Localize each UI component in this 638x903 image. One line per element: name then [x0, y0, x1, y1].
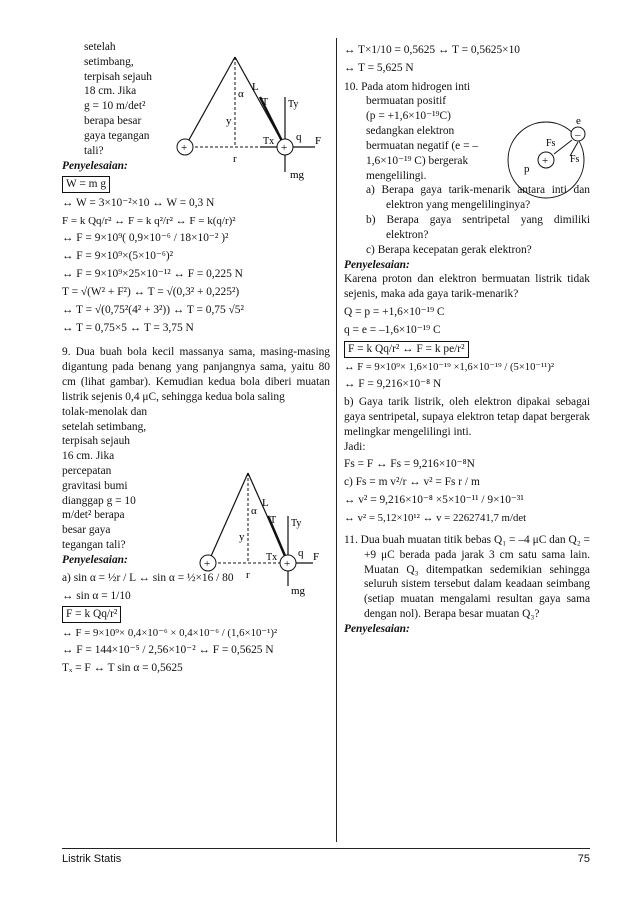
equation: ↔ F = 9×10⁹× 1,6×10⁻¹⁹ ×1,6×10⁻¹⁹ / (5×10⁻¹¹)²: [344, 361, 555, 373]
equation: Q = p = +1,6×10⁻¹⁹ C: [344, 306, 445, 319]
sub-question-c: c) Berapa kecepatan gerak elektron?: [366, 243, 532, 256]
jadi-label: Jadi:: [344, 440, 366, 453]
equation: T = √(W² + F²) ↔ T = √(0,3² + 0,225²): [62, 285, 240, 298]
p8-line: 18 cm. Jika: [84, 85, 137, 98]
alpha-label: α: [238, 88, 244, 100]
section-heading: Penyelesaian:: [344, 258, 410, 271]
equation: F = k Qq/r² ↔ F = k q²/r² ↔ F = k(q/r)²: [62, 215, 236, 228]
answer-text: Karena proton dan elektron bermuatan listrik tidak sejenis, maka ada gaya tarik-menarik?: [344, 273, 590, 301]
minus-sign: –: [575, 129, 581, 141]
equation: ↔ F = 144×10⁻⁵ / 2,56×10⁻² ↔ F = 0,5625 N: [62, 644, 274, 657]
p9-line: dianggap g = 10: [62, 494, 136, 507]
y-label: y: [239, 531, 245, 543]
section-heading: Penyelesaian:: [344, 622, 410, 635]
mg-label: mg: [291, 585, 306, 597]
p8-line: setimbang,: [84, 55, 134, 68]
equation: F = k Qq/r² ↔ F = k pe/r²: [344, 341, 469, 358]
p8-line: setelah: [84, 41, 116, 53]
p10-line: 1,6×10⁻¹⁹ C) bergerak: [366, 154, 469, 167]
p-label: p: [524, 163, 530, 175]
p8-line: g = 10 m/det²: [84, 100, 146, 113]
p10-line: (p = +1,6×10⁻¹⁹C): [366, 110, 451, 123]
plus-sign: +: [181, 142, 188, 154]
equation: F = k Qq/r²: [62, 606, 121, 623]
equation: W = m g: [62, 176, 110, 193]
p9-line: tegangan tali?: [62, 539, 126, 552]
plus-sign: +: [542, 155, 549, 167]
force-label: F: [313, 551, 320, 563]
pendulum-diagram-2: [198, 468, 333, 598]
fs-label: Fs: [546, 138, 556, 149]
page-number: 75: [577, 853, 590, 865]
tension-label: T: [262, 97, 269, 108]
p10-line: bermuatan negatif (e = –: [366, 139, 479, 152]
section-heading: Penyelesaian:: [62, 553, 128, 566]
equation: ↔ T = √(0,75²(4² + 3²)) ↔ T = 0,75 √5²: [62, 303, 244, 316]
tx-label: Tx: [263, 136, 275, 147]
sub-question-a: a) Berapa gaya tarik-menarik antara inti dan elektron yang mengelilinginya?: [366, 184, 590, 212]
p10-line: 10. Pada atom hidrogen inti: [344, 80, 471, 93]
section-heading: Penyelesaian:: [62, 159, 128, 172]
p8-line: gaya tegangan: [84, 129, 150, 142]
p9-line: tolak-menolak dan: [62, 405, 148, 418]
p9-line: setelah setimbang,: [62, 420, 147, 433]
p9-line: terpisah sejauh: [62, 435, 131, 448]
p9-line: gravitasi bumi: [62, 479, 128, 492]
equation: ↔ F = 9×10⁹×(5×10⁻⁶)²: [62, 250, 174, 263]
column-divider: [336, 38, 337, 842]
equation: ↔ F = 9×10⁹( 0,9×10⁻⁶ / 18×10⁻² )²: [62, 232, 229, 245]
q-label: q: [298, 547, 304, 559]
length-label: L: [252, 81, 259, 93]
equation: ↔ T×1/10 = 0,5625 ↔ T = 0,5625×10: [344, 44, 520, 56]
p10-line: bermuatan positif: [366, 95, 447, 108]
problem-11: 11. Dua buah muatan titik bebas Q₁ = –4 μC dan Q₂ = +9 μC berada pada jarak 3 cm satu sama lain. Muatan Q₃ ditempatkan sedemikian sehingga seluruh sistem tersebut dalam keadaan seimbang (setiap muatan mengalami resultan gaya sama dengan nol). Berapa besar muatan Q₃?: [344, 533, 590, 621]
ty-label: Ty: [291, 518, 302, 529]
equation: a) sin α = ½r / L ↔ sin α = ½×16 / 80: [62, 571, 234, 584]
pendulum-diagram-1: [170, 52, 330, 182]
y-label: y: [226, 115, 232, 127]
p8-line: berapa besar: [84, 115, 142, 128]
length-label: L: [262, 497, 269, 509]
sub-question-b: b) Berapa gaya sentripetal yang dimiliki elektron?: [366, 214, 590, 241]
centripetal-arrow: [554, 140, 572, 154]
equation: c) Fs = m v²/r ↔ v² = Fs r / m: [344, 476, 480, 489]
equation: ↔ F = 9×10⁹×25×10⁻¹² ↔ F = 0,225 N: [62, 268, 243, 281]
p9-line: besar gaya: [62, 524, 111, 537]
equation: ↔ sin α = 1/10: [62, 589, 131, 602]
string-left: [185, 57, 235, 147]
p9-line: 16 cm. Jika: [62, 450, 115, 463]
equation: ↔ T = 5,625 N: [344, 61, 414, 74]
atom-diagram: [498, 112, 598, 202]
equation: ↔ F = 9,216×10⁻⁸ N: [344, 378, 442, 391]
r-label: r: [246, 569, 250, 581]
equation: ↔ T = 0,75×5 ↔ T = 3,75 N: [62, 321, 194, 334]
alpha-label: α: [251, 505, 257, 517]
p9-line: m/det² berapa: [62, 509, 125, 522]
equation: ↔ F = 9×10⁹× 0,4×10⁻⁶ × 0,4×10⁻⁶ / (1,6×10⁻¹)²: [62, 627, 278, 640]
equation: ↔ v² = 9,216×10⁻⁸ ×5×10⁻¹¹ / 9×10⁻³¹: [344, 494, 524, 507]
e-label: e: [576, 115, 581, 127]
equation: ↔ v² = 5,12×10¹² ↔ v = 2262741,7 m/det: [344, 511, 527, 524]
force-label: F: [315, 135, 322, 147]
equation: q = e = –1,6×10⁻¹⁹ C: [344, 323, 441, 336]
mg-label: mg: [290, 169, 305, 181]
p8-line: terpisah sejauh: [84, 70, 153, 83]
tension-label: T: [270, 515, 277, 526]
p8-line: tali?: [84, 144, 104, 157]
plus-sign: +: [204, 558, 211, 570]
equation: Fs = F ↔ Fs = 9,216×10⁻⁸N: [344, 458, 475, 471]
equation: ↔ W = 3×10⁻²×10 ↔ W = 0,3 N: [62, 197, 215, 210]
tx-label: Tx: [266, 552, 278, 563]
plus-sign: +: [281, 142, 288, 154]
problem-9-intro: 9. Dua buah bola kecil massanya sama, masing-masing digantung pada benang yang panjangnya sama, yaitu 80 cm (lihat gambar). Kemudian kedua bola diberi muatan listrik sejenis 0,4 μC, sehingga kedua bola saling: [62, 346, 330, 403]
page-footer: [62, 848, 590, 866]
ty-label: Ty: [288, 99, 299, 110]
plus-sign: +: [284, 558, 291, 570]
fs-label: Fs: [570, 154, 580, 165]
p10-line: sedangkan elektron: [366, 125, 455, 138]
p9-line: percepatan: [62, 465, 112, 477]
answer-b-text: b) Gaya tarik listrik, oleh elektron dipakai sebagai gaya sentripetal, supaya elektron tetap dapat bergerak melingkar mengelilingi inti.: [344, 396, 590, 438]
q-label: q: [296, 131, 302, 143]
equation: Tₓ = F ↔ T sin α = 0,5625: [62, 662, 183, 675]
string-left: [208, 473, 248, 563]
footer-title: Listrik Statis: [62, 853, 122, 865]
r-label: r: [233, 153, 237, 165]
p10-line: mengelilingi.: [366, 169, 427, 182]
